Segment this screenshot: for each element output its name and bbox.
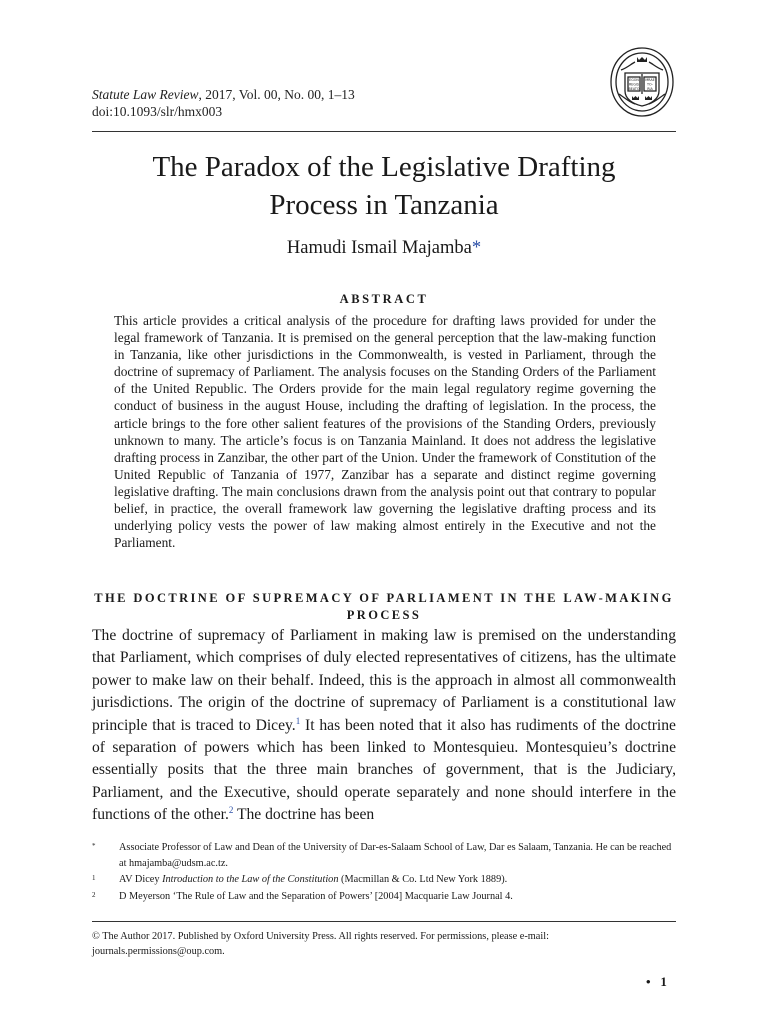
paragraph-part-1: The doctrine of supremacy of Parliament in making law is premised on the understanding that Parliament, which comprises of duly elected representatives of citizens, has the ultimate power to make law on their behalf. Indeed, this is the approach in almost all commonwealth jurisdictions. The origin of the doctrine of supremacy of Parliament is a constitutional law principle that is traced to Dicey.: [92, 627, 676, 734]
seal-right-line-2: TO-: [647, 82, 653, 87]
abstract-heading: ABSTRACT: [339, 292, 429, 306]
footnote-text: D Meyerson ‘The Rule of Law and the Separation of Powers’ [2004] Macquarie Law Journal 4.: [119, 890, 513, 902]
footnote-text: Associate Professor of Law and Dean of the University of Dar-es-Salaam School of Law, Dar es Salaam, Tanzania. He can be reached at hmajamba@udsm.ac.tz.: [119, 842, 672, 870]
body-paragraph: [92, 625, 676, 827]
paragraph-part-3: The doctrine has been: [233, 806, 375, 824]
footnote-1: [92, 872, 676, 888]
section-heading: THE DOCTRINE OF SUPREMACY OF PARLIAMENT IN THE LAW-MAKING PROCESS: [94, 591, 674, 622]
seal-left-line-1: EGON: [629, 78, 639, 82]
page-number-value: 1: [660, 974, 667, 989]
footnote-ref-1[interactable]: 1: [295, 715, 301, 726]
footnote-book-title: Introduction to the Law of the Constitution: [162, 874, 339, 886]
title-line-2: Process in Tanzania: [269, 189, 499, 221]
seal-right-line-1: MRAE: [645, 78, 655, 82]
paragraph-part-2: It has been noted that it also has rudiments of the doctrine of separation of powers which has been linked to Montesquieu. Montesquieu’s doctrine essentially posits that the three main branches of government, that is the Judiciary, Parliament, and the Executive, should operate separately and none should interfere in the functions of the other.: [92, 716, 676, 824]
citation-details: , 2017, Vol. 00, No. 00, 1–13: [198, 87, 355, 102]
seal-left-line-3: BEATO: [628, 87, 640, 91]
copyright-notice: © The Author 2017. Published by Oxford University Press. All rights reserved. For permissions, please e-mail: journals.permissions@oup.com.: [92, 931, 549, 957]
header-divider: [92, 131, 676, 132]
footnote-text-pre: AV Dicey: [119, 874, 163, 886]
seal-right-line-3: RIA: [647, 87, 653, 91]
footnote-ref-2[interactable]: 2: [228, 805, 234, 816]
seal-left-line-2: REGIS: [629, 82, 639, 87]
footnote-mark: *: [92, 842, 96, 850]
author-byline: [92, 236, 676, 260]
article-header: [92, 86, 355, 120]
copyright-divider: [92, 921, 676, 922]
footnotes: [92, 840, 676, 905]
oxford-press-seal-icon: [607, 44, 677, 120]
footnote-text-post: (Macmillan & Co. Ltd New York 1889).: [338, 874, 508, 886]
footnote-mark: 1: [92, 874, 96, 883]
page-number: • 1: [646, 974, 667, 989]
doi: doi:10.1093/slr/hmx003: [92, 104, 223, 119]
citation-line: [92, 86, 355, 103]
title-line-1: The Paradox of the Legislative Drafting: [152, 151, 616, 183]
footnote-star: [92, 840, 676, 872]
footnote-2: [92, 889, 676, 905]
body-text: [92, 625, 676, 827]
author-name: Hamudi Ismail Majamba: [286, 238, 472, 258]
abstract-text: This article provides a critical analysis of the procedure for drafting laws provided for under the legal framework of Tanzania. It is premised on the general perception that the law-making function in Tanzania, like other jurisdictions in the Commonwealth, is vested in Parliament, through the doctrine of supremacy of Parliament. The analysis focuses on the Standing Orders of the Parliament of the United Republic. The Orders provide for the main legal regulatory regime governing the conduct of business in the august House, including the drafting of legislation. In the process, the article brings to the fore other salient features of the provisions of the Standing Orders, previously unknown to many. The article’s focus is on Tanzania Mainland. It does not address the legislative drafting process in Zanzibar, the other part of the Union. Under the framework of Constitution of the United Republic of Tanzania of 1977, Zanzibar has a separate and distinct regime governing legislative drafting. The main conclusions drawn from the analysis point out that contrary to popular belief, in practice, the overall framework law governing the legislative drafting process and its underlying policy vests the power of law making almost entirely in the Executive and not the Parliament.: [114, 313, 656, 551]
journal-name: Statute Law Review: [92, 87, 199, 102]
footnote-mark: 2: [92, 890, 96, 899]
author-footnote-link[interactable]: *: [471, 238, 482, 258]
article-title: [92, 148, 676, 224]
